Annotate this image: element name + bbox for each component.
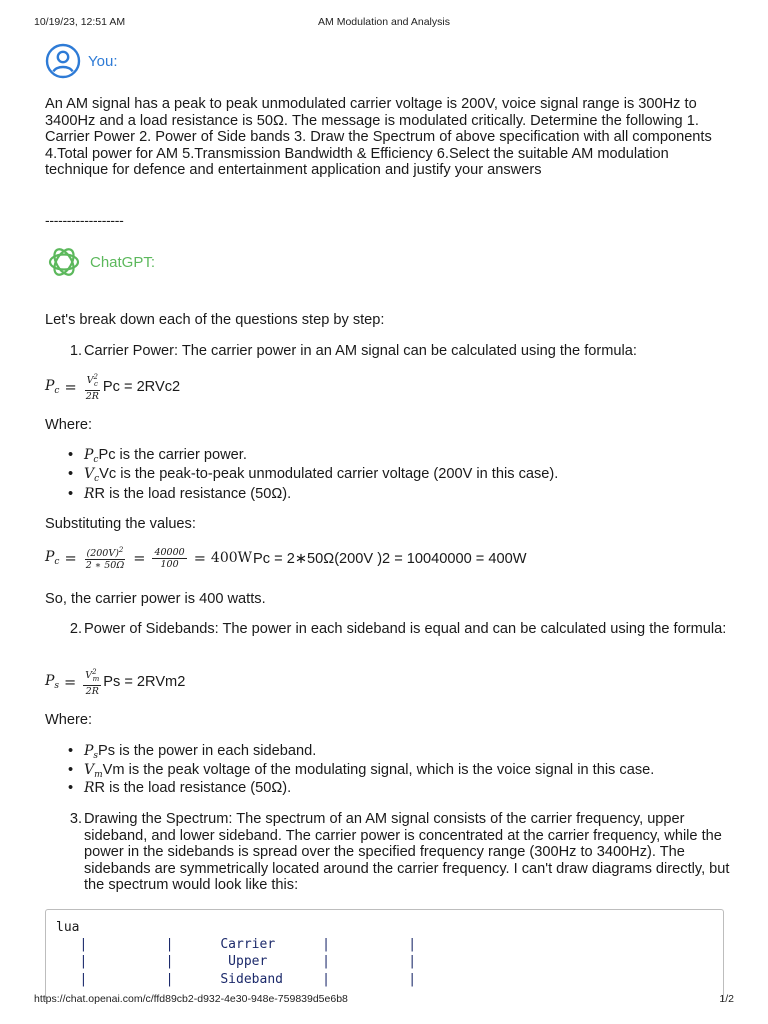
separator: ------------------ xyxy=(45,212,124,228)
item-2-text: Power of Sidebands: The power in each sideband is equal and can be calculated using the formula: xyxy=(84,621,727,637)
formula-plain: Pc = 2RVc2 xyxy=(102,379,181,396)
item-2-where: Where: xyxy=(45,712,93,728)
code-line: | | Upper | | xyxy=(56,954,417,969)
item-1-bullet: • $V_cVc$ is the peak-to-peak unmodulated carrier voltage (200V in this case). xyxy=(84,466,558,484)
intro-text: Let's break down each of the questions step by step: xyxy=(45,312,385,328)
item-2-bullet: • RR is the load resistance (50Ω). xyxy=(84,780,291,796)
item-3-number: 3. xyxy=(69,811,82,827)
carrier-power-conclusion: So, the carrier power is 400 watts. xyxy=(45,591,266,607)
substituted-plain: Pc = 2∗50Ω(200V )2 = 10040000 = 400W xyxy=(253,550,527,567)
substituting-label: Substituting the values: xyxy=(45,516,196,532)
print-datetime: 10/19/23, 12:51 AM xyxy=(34,16,126,28)
assistant-name: ChatGPT: xyxy=(90,253,156,271)
chatgpt-logo-icon xyxy=(45,243,83,281)
code-line: | | Sideband | | xyxy=(56,972,417,987)
page-title: AM Modulation and Analysis xyxy=(318,16,450,28)
carrier-power-formula: $P_c$ = $\frac{V^2_c}{2R}$ Pc = 2RVc2 xyxy=(45,373,181,403)
item-2-number: 2. xyxy=(69,621,82,637)
sideband-power-formula: $P_s$ = $\frac{V^2_m}{2R}$ Ps = 2RVm2 xyxy=(45,668,186,698)
formula-plain: Ps = 2RVm2 xyxy=(103,674,186,691)
item-2-bullet: • $V_mVm$ is the peak voltage of the modulating signal, which is the voice signal in this case. xyxy=(84,762,654,780)
code-language: lua xyxy=(56,920,80,935)
item-3-text: Drawing the Spectrum: The spectrum of an AM signal consists of the carrier frequency, upper sideband, and lower sideband. The carrier power is concentrated at the carrier frequency, while the power in the sidebands is spread over the specified frequency range (300Hz to 3400Hz). The sidebands are symmetrically located around the carrier frequency. I can't draw diagrams directly, but the spectrum would look like this: xyxy=(84,811,730,894)
item-1-where: Where: xyxy=(45,417,93,433)
item-1-text: Carrier Power: The carrier power in an AM signal can be calculated using the formula: xyxy=(84,343,637,359)
formula-fraction: $\frac{V^2_c}{2R}$ xyxy=(85,373,99,403)
user-avatar-icon xyxy=(45,43,81,79)
page-url: https://chat.openai.com/c/ffd89cb2-d932-4e30-948e-759839d5e6b8 xyxy=(34,993,348,1005)
user-name: You: xyxy=(88,52,118,70)
code-block xyxy=(45,909,724,1000)
item-1-bullet: • $P_cPc$ is the carrier power. xyxy=(84,447,247,465)
item-2-bullet: • $P_sPs$ is the power in each sideband. xyxy=(84,743,316,761)
assistant-speaker xyxy=(45,243,155,281)
item-1-number: 1. xyxy=(69,343,82,359)
substituted-formula: $P_c$ = $\frac{(200V)^2}{2 ∗ 50\Omega}$ = $\frac{40000}{100}$ = 400W Pc = 2∗50Ω(200V )2 = 10040000 = 400W xyxy=(45,546,527,572)
code-line: | | Carrier | | xyxy=(56,937,417,952)
user-message: An AM signal has a peak to peak unmodulated carrier voltage is 200V, voice signal range is 300Hz to 3400Hz and a load resistance is 50Ω. The message is modulated critically. Determine the following 1. Carrier Power 2. Power of Side bands 3. Draw the Spectrum of above specification with all components 4.Total power for AM 5.Transmission Bandwidth & Efficiency 6.Select the suitable AM modulation technique for defence and entertainment application and justify your answers xyxy=(45,96,712,179)
item-1-bullet: • RR is the load resistance (50Ω). xyxy=(84,486,291,502)
formula-lhs: $P_c$ xyxy=(45,378,60,397)
user-speaker xyxy=(45,43,117,79)
page-number: 1/2 xyxy=(719,993,734,1005)
